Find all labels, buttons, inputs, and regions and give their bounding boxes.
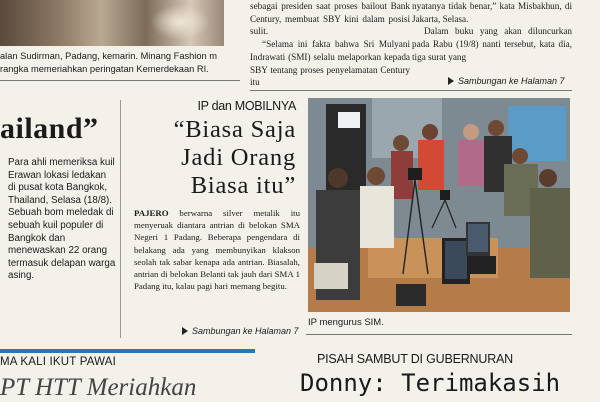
arrow-right-icon	[182, 327, 188, 335]
photo-illustration	[308, 98, 570, 312]
top-mid-column	[250, 0, 410, 89]
news-photo	[308, 98, 570, 312]
paragraph: “Selama ini fakta bahwa Sri Mulyani Indrawati (SMI) selalu melaporkan kepada SBY tentang proses penyelamatan Century itu	[250, 39, 410, 88]
top-photo	[0, 0, 224, 46]
divider	[0, 80, 240, 81]
feature-headline: “Biasa Saja Jadi Orang Biasa itu”	[173, 116, 296, 199]
paragraph: sebagai presiden saat proses bailout Bank Century, membuat SBY kini dalam posisi sulit.	[250, 1, 410, 37]
photo-caption: IP mengurus SIM.	[308, 317, 384, 328]
feature-body-text: berwarna silver metalik itu menyeruak diantara antrian di belokan SMA Negeri 1 Padang. Beberapa pengendara di belakang ada yang membunyikan klakson seolah tak sabar kenapa ada antrian. Biasalah, antrian di belokan Belanti tak jauh dari SMA 1 Padang itu, kalau pagi hari memang begitu.	[134, 208, 300, 292]
thailand-body-text: Para ahli memeriksa kuil Erawan lokasi ledakan di pusat kota Bangkok, Thailand, Selasa (18/8). Sebuah bom meledak di sebuah kuil populer di Bangkok dan menewaskan 22 orang termasuk delapan warga asing.	[8, 157, 116, 282]
feature-kicker: IP dan MOBILNYA	[197, 99, 296, 113]
divider	[250, 90, 572, 91]
continued-label: Sambungan ke Halaman 7	[192, 326, 299, 336]
thailand-headline: ailand”	[0, 112, 99, 145]
column-divider	[120, 100, 121, 338]
section-band	[0, 349, 255, 353]
continued-label: Sambungan ke Halaman 7	[458, 76, 565, 86]
feature-body	[134, 207, 300, 292]
bottom-right-kicker: PISAH SAMBUT DI GUBERNURAN	[317, 352, 513, 366]
arrow-right-icon	[448, 77, 454, 85]
feature-body-lead: PAJERO	[134, 208, 169, 218]
paragraph: Dalam buku yang akan diluncurkan pada Rabu (19/8) nanti tersebut, kata dia, tiga surat yang	[412, 26, 572, 62]
top-right-column	[412, 0, 572, 64]
divider	[306, 334, 572, 335]
continued-link-feature[interactable]	[182, 326, 299, 336]
bottom-left-kicker: MA KALI IKUT PAWAI	[0, 356, 117, 368]
continued-link-top[interactable]	[448, 76, 565, 86]
paragraph: nyatanya tidak benar,” kata Misbakhun, di Jakarta, Selasa.	[412, 1, 572, 24]
top-photo-caption: alan Sudirman, Padang, kemarin. Minang Fashion m rangka memeriahkan peringatan Kemerdekaan RI.	[0, 51, 218, 74]
bottom-left-headline: PT HTT Meriahkan	[0, 374, 197, 401]
thailand-body	[8, 157, 116, 283]
bottom-right-headline: Donny: Terimakasih	[300, 369, 561, 397]
